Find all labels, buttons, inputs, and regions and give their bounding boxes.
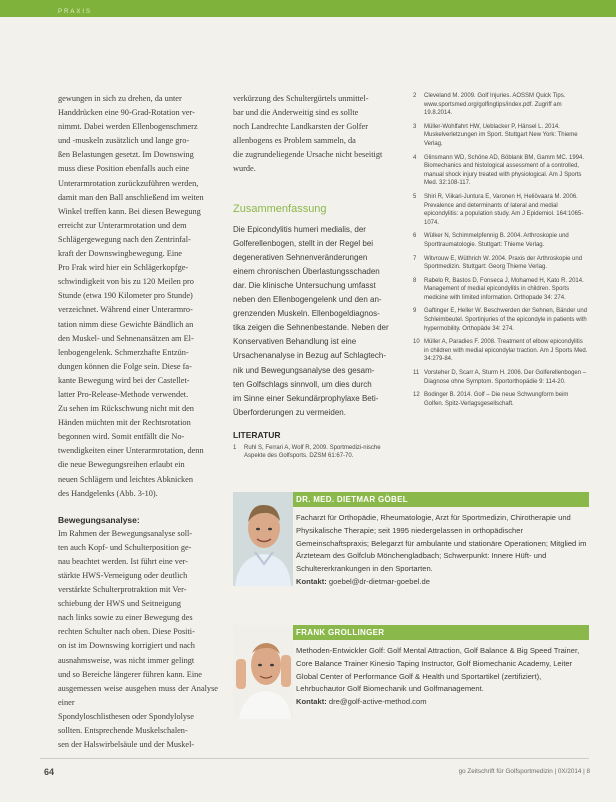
text-line: ßen Belastungen gesetzt. Im Downswing: [58, 150, 194, 160]
text-line: kraft der Downswingbewegung. Eine: [58, 249, 182, 259]
author-photo-grollinger: [233, 625, 293, 719]
text-line: Spondyloschlisthesen oder Spondylolyse: [58, 711, 194, 721]
text-line: ausnahmsweise, was nicht immer gelingt: [58, 655, 195, 665]
text-line: im Sinne einer Sekundärprophylaxe Beti-: [233, 393, 379, 403]
text-line: Schlägergewegung nach den Zentrinfal-: [58, 234, 191, 244]
text-line: Handdrücken eine 90-Grad-Rotation ver-: [58, 108, 195, 118]
reference-text: Bodinger B. 2014. Golf – Die neue Schwungform beim Golfen. Spitz-Verlagsgesellschaft.: [424, 392, 569, 407]
section-header-bar: [0, 0, 616, 17]
text-line: Pro Frak wird hier ein Schlägerkopfge-: [58, 263, 189, 273]
author-bio: Facharzt für Orthopädie, Rheumatologie, Arzt für Sportmedizin, Chirotherapie und Physikalische Therapie; seit 1995 niedergelassen in orthopädischer Gemeinschaftspraxis; Belegarzt für ambulante und stationäre Operationen; Mitglied im Ärzteteam des Golfclub Mönchengladbach; Schwerpunkt: Innere Hüft- und Schultererkrankungen in den Sportarten.: [296, 513, 587, 574]
text-line: verkürzung des Schultergürtels unmittel-: [233, 94, 369, 103]
text-line: allenbogens es Problem sammeln, da: [233, 136, 356, 146]
text-line: tika zeigen die Sehnenbestande. Neben der: [233, 323, 389, 333]
text-line: ausgemessen weise ausgehen muss der Analyse einer: [58, 683, 218, 707]
summary-text: [233, 223, 397, 420]
reference-number: 7: [413, 255, 417, 262]
text-line: nimmt. Dabei werden Ellenbogenschmerz: [58, 122, 198, 132]
left-intro-text: [58, 92, 218, 501]
right-column: [413, 92, 589, 413]
reference-number: 4: [413, 154, 417, 161]
literature-title: LITERATUR: [233, 429, 281, 440]
text-line: Winkel treffen kann. Bei diesen Bewegung: [58, 206, 201, 216]
text-line: die zugrundeliegende Ursache nicht beseitigt: [233, 150, 383, 160]
reference-text: Witvrouw E, Wüthrich W. 2004. Praxis der Arthroskopie und Sportmedizin. Stuttgart: Georg Thieme Verlag.: [424, 255, 583, 271]
reference-text: Shiri R, Viikari-Juntura E, Varonen H, Heliövaara M. 2006. Prevalence and determinants of lateral and medial epicondylitis: a population study. Am J Epidemiol. 164:1065-1074.: [424, 193, 584, 226]
text-line: Konservativen Behandlung ist eine: [233, 337, 357, 347]
author-photo-goebel: [233, 492, 293, 586]
reference-item: [413, 369, 589, 386]
text-line: lenbogengelenk. Schmerzhafte Entzün-: [58, 347, 189, 357]
text-line: nik und Bewegungsanalyse des gesam-: [233, 365, 375, 375]
text-line: Im Rahmen der Bewegungsanalyse soll-: [58, 528, 193, 538]
literature-list: [413, 92, 589, 408]
text-line: neuen Schlägern und leichtes Abknicken: [58, 474, 194, 484]
text-line: dar. Die klinische Untersuchung umfasst: [233, 280, 376, 290]
text-line: verzeichnet. Während einer Unterarmro-: [58, 305, 193, 315]
subhead-bewegungsanalyse: Bewegungsanalyse:: [58, 514, 140, 525]
text-line: Unterarmrotation zurückzuführen werden,: [58, 178, 199, 188]
text-line: bar und die Anderweitig sind es sollte: [233, 108, 359, 118]
left-column: [58, 92, 218, 752]
text-line: Händen müchten mit der Rechtsrotation: [58, 418, 191, 428]
reference-text: Rabelo R, Bastos D, Fonseca J, Mohamed H, Kato R. 2014. Management of medial epicondylitis in children. Sports medicine with limited information. Orthopade 34: 274.: [424, 277, 584, 301]
reference-number: 2: [413, 93, 417, 99]
reference-number: 8: [413, 277, 417, 284]
summary-title: Zusammenfassung: [233, 202, 327, 215]
text-line: damit man den Ball anschließend im weiten: [58, 192, 204, 202]
middle-column: [233, 92, 397, 466]
reference-text: Müller-Wohlfahrt HW, Ueblacker P, Hänsel L. 2014. Muskelverletzungen im Sport. Stuttgart New York: Thieme Verlag.: [424, 123, 578, 147]
reference-item: [413, 154, 589, 188]
text-line: begonnen wird. Somit entfällt die No-: [58, 432, 185, 442]
text-line: und -muskeln zusätzlich und lange gro-: [58, 136, 190, 146]
reference-item: [233, 444, 397, 461]
journal-footer: go Zeitschrift für Golfsportmedizin | 0X/2014 | 8: [458, 768, 590, 775]
reference-item: [413, 391, 589, 408]
text-line: Die Epicondylitis humeri medialis, der: [233, 224, 366, 234]
text-line: die neue Bewegungsreihen erlaubt ein: [58, 460, 185, 470]
reference-item: [413, 193, 589, 227]
analysis-text: [58, 527, 218, 753]
text-line: sollten. Entsprechende Muskelschalen-: [58, 726, 188, 736]
text-line: grenzenden Muskeln. Ellenbogeldiagnos-: [233, 309, 380, 319]
text-line: schwindigkeit von bis zu 120 Meilen pro: [58, 277, 194, 287]
reference-item: [413, 232, 589, 249]
text-line: Überforderungen zu vermeiden.: [233, 407, 346, 417]
reference-item: [413, 338, 589, 364]
reference-number: 1: [233, 444, 237, 451]
text-line: on ist im Downswing korrigiert und nach: [58, 641, 195, 651]
text-line: Stunde (etwa 190 Kilometer pro Stunde): [58, 291, 193, 301]
text-line: ten Golfschlags sinnvoll, um dies durch: [233, 379, 372, 389]
text-line: ten auch Kopf- und Schulterposition ge-: [58, 542, 192, 552]
text-line: kante Bewegung wird bei der Castellet-: [58, 375, 190, 385]
text-line: einem chronischen Überlastungsschaden: [233, 266, 380, 276]
reference-text: Glinsmann WD, Schöne AD, Böblank BM, Gamm MC. 1994. Biomechanics and histological assessment of a controlled, manual shock injury treated with physiological. Am J Sports Med. 32:108-117.: [424, 154, 585, 187]
author-bio: Methoden-Entwickler Golf: Golf Mental Attraction, Golf Balance & Big Speed Trainer, Core Balance Trainer Kinesio Taping Instructor, Golf Biomechanic Academy, Leiter Global Center of Performance Golf & Health und Sportartikel (zertifiziert), Lehrbuchautor Golf Biomechanik und Golfmanagement.: [296, 646, 580, 694]
reference-text: Cleveland M. 2009. Golf Injuries. AOSSM Quick Tips. www.sportsmed.org/golfingtips/index.pdf. Zugriff am 19.8.2014.: [424, 93, 566, 117]
reference-number: 11: [413, 370, 420, 377]
text-line: noch Landrechte Landkarsten der Golfer: [233, 122, 368, 132]
author-contact-line: [296, 576, 589, 589]
page-number: 64: [44, 767, 55, 777]
text-line: und so Bereiche längerer führen kann. Eine: [58, 669, 202, 679]
text-line: verstärkte Schulterprotraktion mit Ver-: [58, 585, 187, 595]
text-line: latter Pro-Release-Methode verwendet.: [58, 389, 189, 399]
text-line: neben den Ellenbogengelenk und den an-: [233, 295, 382, 305]
author-bio-block: [296, 640, 589, 709]
text-line: sen der Halswirbelsäule und der Muskel-: [58, 740, 195, 750]
author-bio-block: [296, 507, 589, 589]
reference-item: [413, 92, 589, 118]
author-email-link[interactable]: goebel@dr-dietmar-goebel.de: [328, 576, 430, 586]
text-line: wurde.: [233, 164, 256, 174]
text-line: rechten Schulter nach oben. Diese Positi-: [58, 627, 195, 637]
text-line: degenerativen Sehnenveränderungen: [233, 252, 368, 262]
section-label: PRAXIS: [58, 9, 93, 15]
text-line: Ursachenanalyse in Bezug auf Schlagtech-: [233, 351, 386, 361]
literature-list-start: [233, 444, 397, 461]
reference-text: Ruhl S, Ferrari A, Wolf R, 2009. Sportmedizi-nische Aspekte des Golfsports. DZSM 61:67-70.: [244, 444, 381, 460]
author-box-goebel: [233, 492, 589, 596]
reference-number: 12: [413, 392, 420, 399]
text-line: des Handgelenks (Abb. 3-10).: [58, 488, 158, 498]
reference-text: Wülker N, Schimmelpfennig B. 2004. Arthroskopie und Sporttraumatologie. Stuttgart: Thieme Verlag.: [424, 233, 569, 248]
author-contact-line: [296, 696, 589, 709]
reference-text: Gaftinger E, Heller W. Beschwerden der Sehnen, Bänder und Schleimbeutel. Sportinjuries of the epicondyle in patients with hypermobility. Orthopäde 34: 274.: [424, 308, 588, 332]
contact-label: Kontakt:: [296, 697, 327, 707]
text-line: tation nimm diese Gewichte Bändlich an: [58, 319, 194, 329]
footer-divider: [40, 758, 589, 759]
text-line: Golferellenbogen, stellt in der Regel bei: [233, 238, 374, 248]
author-box-grollinger: [233, 625, 589, 729]
reference-item: [413, 123, 589, 149]
author-email-link[interactable]: dre@golf-active-method.com: [328, 697, 427, 707]
reference-number: 3: [413, 123, 417, 130]
text-line: muss diese Position ebenfalls auch eine: [58, 164, 190, 174]
text-line: nach links sowie zu einer Bewegung des: [58, 613, 193, 623]
text-line: erreicht zur Unterarmrotation und dem: [58, 220, 187, 230]
text-line: Zu sehen im Rückschwung nicht mit den: [58, 404, 194, 414]
reference-number: 5: [413, 193, 417, 200]
reference-item: [413, 255, 589, 272]
middle-intro-text: [233, 92, 397, 177]
reference-text: Vorsteher D, Scarr A, Sturm H. 2006. Der Golferellenbogen – Diagnose ohne Symptom. Sportorthopädie 9: 114-20.: [424, 370, 587, 385]
text-line: den Muskel- und Sehnenansätzen am El-: [58, 333, 194, 343]
text-line: nau beachtet werden. Ist führt eine ver-: [58, 556, 188, 566]
reference-number: 10: [413, 339, 420, 346]
reference-item: [413, 307, 589, 333]
reference-text: Müller A, Paradies F. 2008. Treatment of elbow epicondylitis in children with medial epicondylar traction. Am J Sports Med. 34:279-84.: [424, 339, 588, 363]
contact-label: Kontakt:: [296, 576, 327, 586]
text-line: gewungen in sich zu drehen, da unter: [58, 94, 182, 103]
author-name: DR. MED. DIETMAR GÖBEL: [233, 492, 589, 507]
author-name: FRANK GROLLINGER: [233, 625, 589, 640]
text-line: stärkte HWS-Verneigung oder deutlich: [58, 571, 188, 580]
text-line: schiebung der HWS und Seitneigung: [58, 599, 182, 609]
text-line: dungen können die Folge sein. Diese fa-: [58, 361, 192, 371]
reference-number: 9: [413, 308, 417, 315]
text-line: twendigkeiten einer Unterarmrotation, denn: [58, 446, 204, 456]
reference-item: [413, 277, 589, 303]
reference-number: 6: [413, 233, 417, 240]
